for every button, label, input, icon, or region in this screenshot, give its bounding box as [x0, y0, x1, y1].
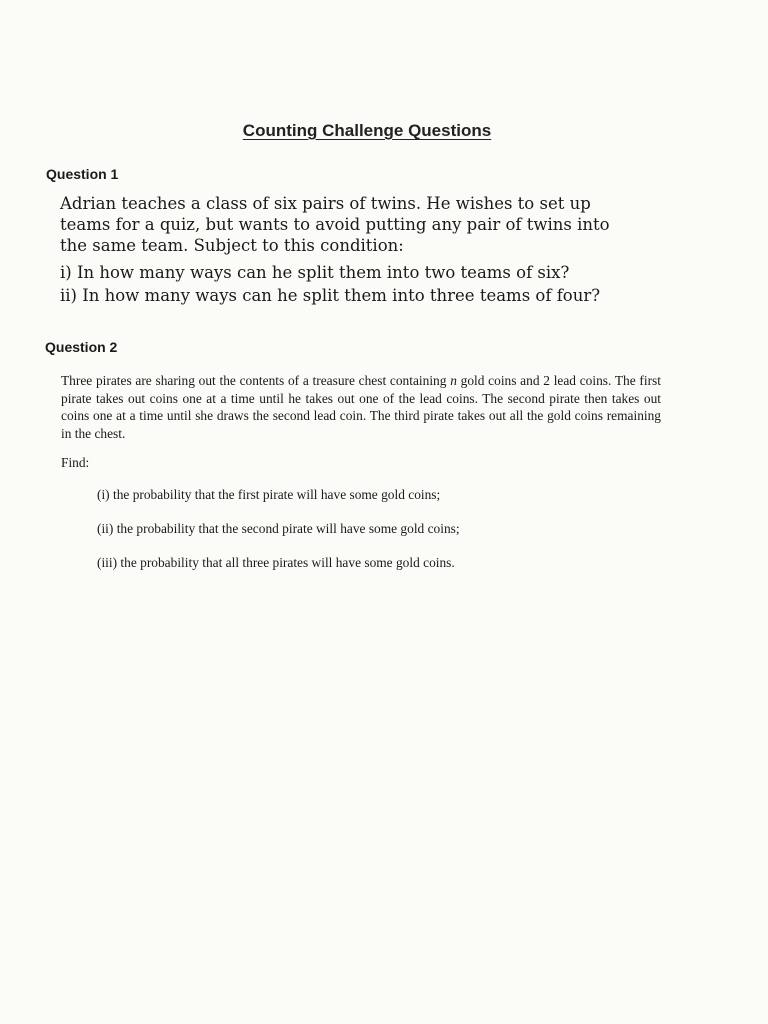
question-1-part-ii: ii) In how many ways can he split them into three teams of four? [60, 286, 601, 305]
question-1-parts [60, 262, 640, 306]
question-1-heading: Question 1 [46, 166, 119, 182]
question-1-body [60, 193, 640, 308]
question-2-heading: Question 2 [45, 339, 118, 355]
page-title: Counting Challenge Questions [242, 121, 492, 140]
question-2-find-label: Find: [61, 455, 90, 470]
question-2-text-start: Three pirates are sharing out the contents of a treasure chest containing [61, 373, 451, 388]
question-1-part-i: i) In how many ways can he split them into two teams of six? [60, 263, 570, 282]
question-1-intro: Adrian teaches a class of six pairs of twins. He wishes to set up teams for a quiz, but wants to avoid putting any pair of twins into the same team. Subject to this condition: [60, 194, 610, 255]
variable-n: n [450, 373, 457, 388]
question-2-item-iii: (iii) the probability that all three pirates will have some gold coins. [97, 555, 455, 570]
question-2-item-ii: (ii) the probability that the second pirate will have some gold coins; [97, 521, 460, 536]
question-2-text-end: gold coins and 2 lead coins. The first pirate takes out coins one at a time until he takes out one of the lead coins. The second pirate then takes out coins one at a time until she draws the second lead coin. The third pirate takes out all the gold coins remaining in the chest. [61, 373, 661, 441]
question-2-item-i: (i) the probability that the first pirate will have some gold coins; [97, 487, 441, 502]
question-2-paragraph [61, 372, 661, 442]
